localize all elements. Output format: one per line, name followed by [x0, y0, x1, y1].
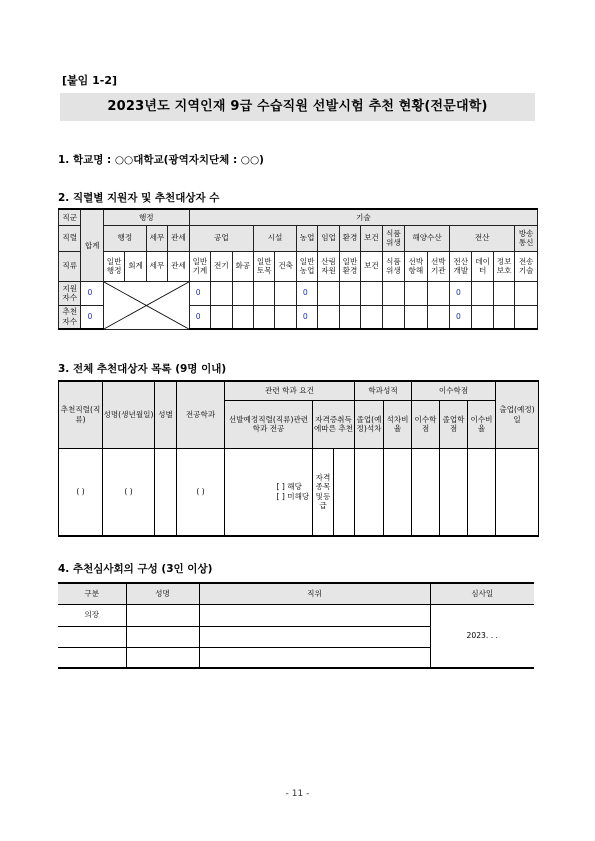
count-cell[interactable]	[361, 281, 382, 305]
count-cell[interactable]	[493, 305, 514, 329]
count-cell[interactable]	[254, 305, 275, 329]
count-cell[interactable]	[515, 281, 538, 305]
attendance-header: 출업(예정)일	[496, 381, 539, 448]
series-cell: 시설	[254, 225, 297, 251]
recommended-computing[interactable]: 0	[450, 305, 472, 329]
annex-label: [붙임 1-2]	[62, 74, 118, 87]
row-label-recommended: 추천자수	[59, 305, 81, 329]
series-cell: 관세	[168, 225, 189, 251]
committee-header-date: 심사일	[430, 583, 534, 604]
count-cell[interactable]	[382, 281, 404, 305]
class-cell: 일반행정	[103, 251, 124, 281]
count-cell[interactable]	[427, 281, 449, 305]
section-4-heading: 4. 추천심사회의 구성 (3인 이상)	[58, 563, 213, 575]
row-label-jikgun: 직군	[59, 209, 81, 225]
gender-input[interactable]	[155, 448, 177, 536]
name-header: 성명(생년월일)	[103, 381, 155, 448]
count-cell[interactable]	[211, 281, 232, 305]
count-cell[interactable]	[339, 281, 360, 305]
recommended-agriculture[interactable]: 0	[296, 305, 317, 329]
attendance-input[interactable]	[496, 448, 539, 536]
major-header: 전공학과	[177, 381, 225, 448]
review-date[interactable]: 2023. . .	[430, 604, 534, 668]
document-title: 2023년도 지역인재 9급 수습직원 선발시험 추천 현황(전문대학)	[60, 93, 535, 121]
grad-credits-header: 졸업학점	[440, 400, 468, 448]
section-3-heading: 3. 전체 추천대상자 목록 (9명 이내)	[58, 363, 227, 375]
recommended-total[interactable]: 0	[81, 305, 103, 329]
series-cell: 공업	[189, 225, 253, 251]
gender-header: 성별	[155, 381, 177, 448]
series-cell: 식품위생	[382, 225, 404, 251]
class-cell: 세무	[146, 251, 167, 281]
class-cell: 데이터	[472, 251, 493, 281]
class-cell: 건축	[275, 251, 296, 281]
committee-role-cell[interactable]	[58, 626, 126, 647]
series-cell: 세무	[146, 225, 167, 251]
class-cell: 전기	[211, 251, 232, 281]
committee-name-cell[interactable]	[126, 647, 199, 668]
grad-rank-input[interactable]	[355, 448, 384, 536]
count-cell[interactable]	[427, 305, 449, 329]
series-cell: 농업	[296, 225, 317, 251]
cross-out-mark	[104, 282, 189, 329]
class-cell: 일반환경	[339, 251, 360, 281]
check-yes[interactable]: [ ] 해당	[276, 482, 302, 492]
check-no[interactable]: [ ] 미해당	[276, 491, 310, 501]
count-cell[interactable]	[493, 281, 514, 305]
applicants-computing[interactable]: 0	[450, 281, 472, 305]
class-cell: 선박기관	[427, 251, 449, 281]
earned-credits-header: 이수학점	[412, 400, 440, 448]
row-label-applicants: 지원자수	[59, 281, 81, 305]
committee-name-cell[interactable]	[126, 604, 199, 626]
recommended-mechanical[interactable]: 0	[189, 305, 210, 329]
rank-ratio-header: 석차비율	[384, 400, 412, 448]
group-tech-header: 기술	[189, 209, 537, 225]
credits-header: 이수학점	[412, 381, 496, 400]
series-cell: 보건	[361, 225, 382, 251]
group-admin-header: 행정	[103, 209, 189, 225]
count-cell[interactable]	[232, 305, 253, 329]
class-cell: 정보보호	[493, 251, 514, 281]
committee-name-cell[interactable]	[126, 626, 199, 647]
row-label-jikryeol: 직렬	[59, 225, 81, 251]
candidate-list-table	[58, 380, 539, 537]
applicants-total[interactable]: 0	[81, 281, 103, 305]
count-cell[interactable]	[515, 305, 538, 329]
class-cell: 일반기계	[189, 251, 210, 281]
class-cell: 식품위생	[382, 251, 404, 281]
grad-rank-header: 졸업(예정)석차	[355, 400, 384, 448]
rec-position-header: 추천직렬(직류)	[59, 381, 103, 448]
section-1-school: 1. 학교명 : ○○대학교(광역자치단체 : ○○)	[58, 154, 264, 166]
committee-header-name: 성명	[126, 583, 199, 604]
count-cell[interactable]	[405, 305, 427, 329]
count-cell[interactable]	[254, 281, 275, 305]
committee-position-cell[interactable]	[199, 604, 430, 626]
class-cell: 일반농업	[296, 251, 317, 281]
total-header: 합계	[81, 209, 103, 281]
count-cell[interactable]	[318, 281, 339, 305]
cert-header: 자격증취득에따른 추천	[313, 400, 355, 448]
grades-header: 학과성적	[355, 381, 412, 400]
cert-cell[interactable]	[313, 448, 355, 536]
committee-position-cell[interactable]	[199, 647, 430, 668]
applicants-mechanical[interactable]: 0	[189, 281, 210, 305]
page-number: - 11 -	[285, 789, 310, 799]
class-cell: 선박항해	[405, 251, 427, 281]
credit-ratio-input[interactable]	[468, 448, 496, 536]
series-cell: 환경	[339, 225, 360, 251]
class-cell: 화공	[232, 251, 253, 281]
count-cell[interactable]	[472, 281, 493, 305]
count-cell[interactable]	[318, 305, 339, 329]
earned-credits-input[interactable]	[412, 448, 440, 536]
series-cell: 행정	[103, 225, 146, 251]
credit-ratio-header: 이수비율	[468, 400, 496, 448]
series-cell: 임업	[318, 225, 339, 251]
grad-credits-input[interactable]	[440, 448, 468, 536]
major-input[interactable]: ( )	[177, 448, 225, 536]
class-cell: 전송기술	[515, 251, 538, 281]
count-cell[interactable]	[361, 305, 382, 329]
committee-header-position: 직위	[199, 583, 430, 604]
count-cell[interactable]	[232, 281, 253, 305]
committee-role-cell[interactable]	[58, 647, 126, 668]
count-cell[interactable]	[339, 305, 360, 329]
count-cell[interactable]	[382, 305, 404, 329]
series-cell: 해양수산	[405, 225, 450, 251]
section-2-heading: 2. 직렬별 지원자 및 추천대상자 수	[58, 192, 220, 204]
class-cell: 보건	[361, 251, 382, 281]
series-cell: 전산	[450, 225, 515, 251]
related-req-header: 관련 학과 요건	[225, 381, 355, 400]
count-cell[interactable]	[405, 281, 427, 305]
committee-position-cell[interactable]	[199, 626, 430, 647]
count-cell[interactable]	[472, 305, 493, 329]
major-planned-header: 선발예정직렬(직류)관련 학과 전공	[225, 400, 313, 448]
name-input[interactable]: ( )	[103, 448, 155, 536]
row-label-jikryu: 직류	[59, 251, 81, 281]
cert-level-label: 자격종목및등급	[313, 449, 334, 535]
series-cell: 방송통신	[515, 225, 538, 251]
rank-ratio-input[interactable]	[384, 448, 412, 536]
committee-role-cell[interactable]: 의장	[58, 604, 126, 626]
class-cell: 일반토목	[254, 251, 275, 281]
admin-crossed-cell	[103, 281, 189, 329]
review-committee-table	[58, 582, 534, 669]
class-cell: 회계	[125, 251, 146, 281]
committee-header-role: 구분	[58, 583, 126, 604]
applicants-agriculture[interactable]: 0	[296, 281, 317, 305]
rec-position-input[interactable]: ( )	[59, 448, 103, 536]
count-cell[interactable]	[275, 281, 296, 305]
class-cell: 산림자원	[318, 251, 339, 281]
class-cell: 전산개발	[450, 251, 472, 281]
major-check-group	[276, 448, 313, 536]
applicant-count-table	[58, 208, 538, 330]
count-cell[interactable]	[275, 305, 296, 329]
count-cell[interactable]	[211, 305, 232, 329]
class-cell: 관세	[168, 251, 189, 281]
